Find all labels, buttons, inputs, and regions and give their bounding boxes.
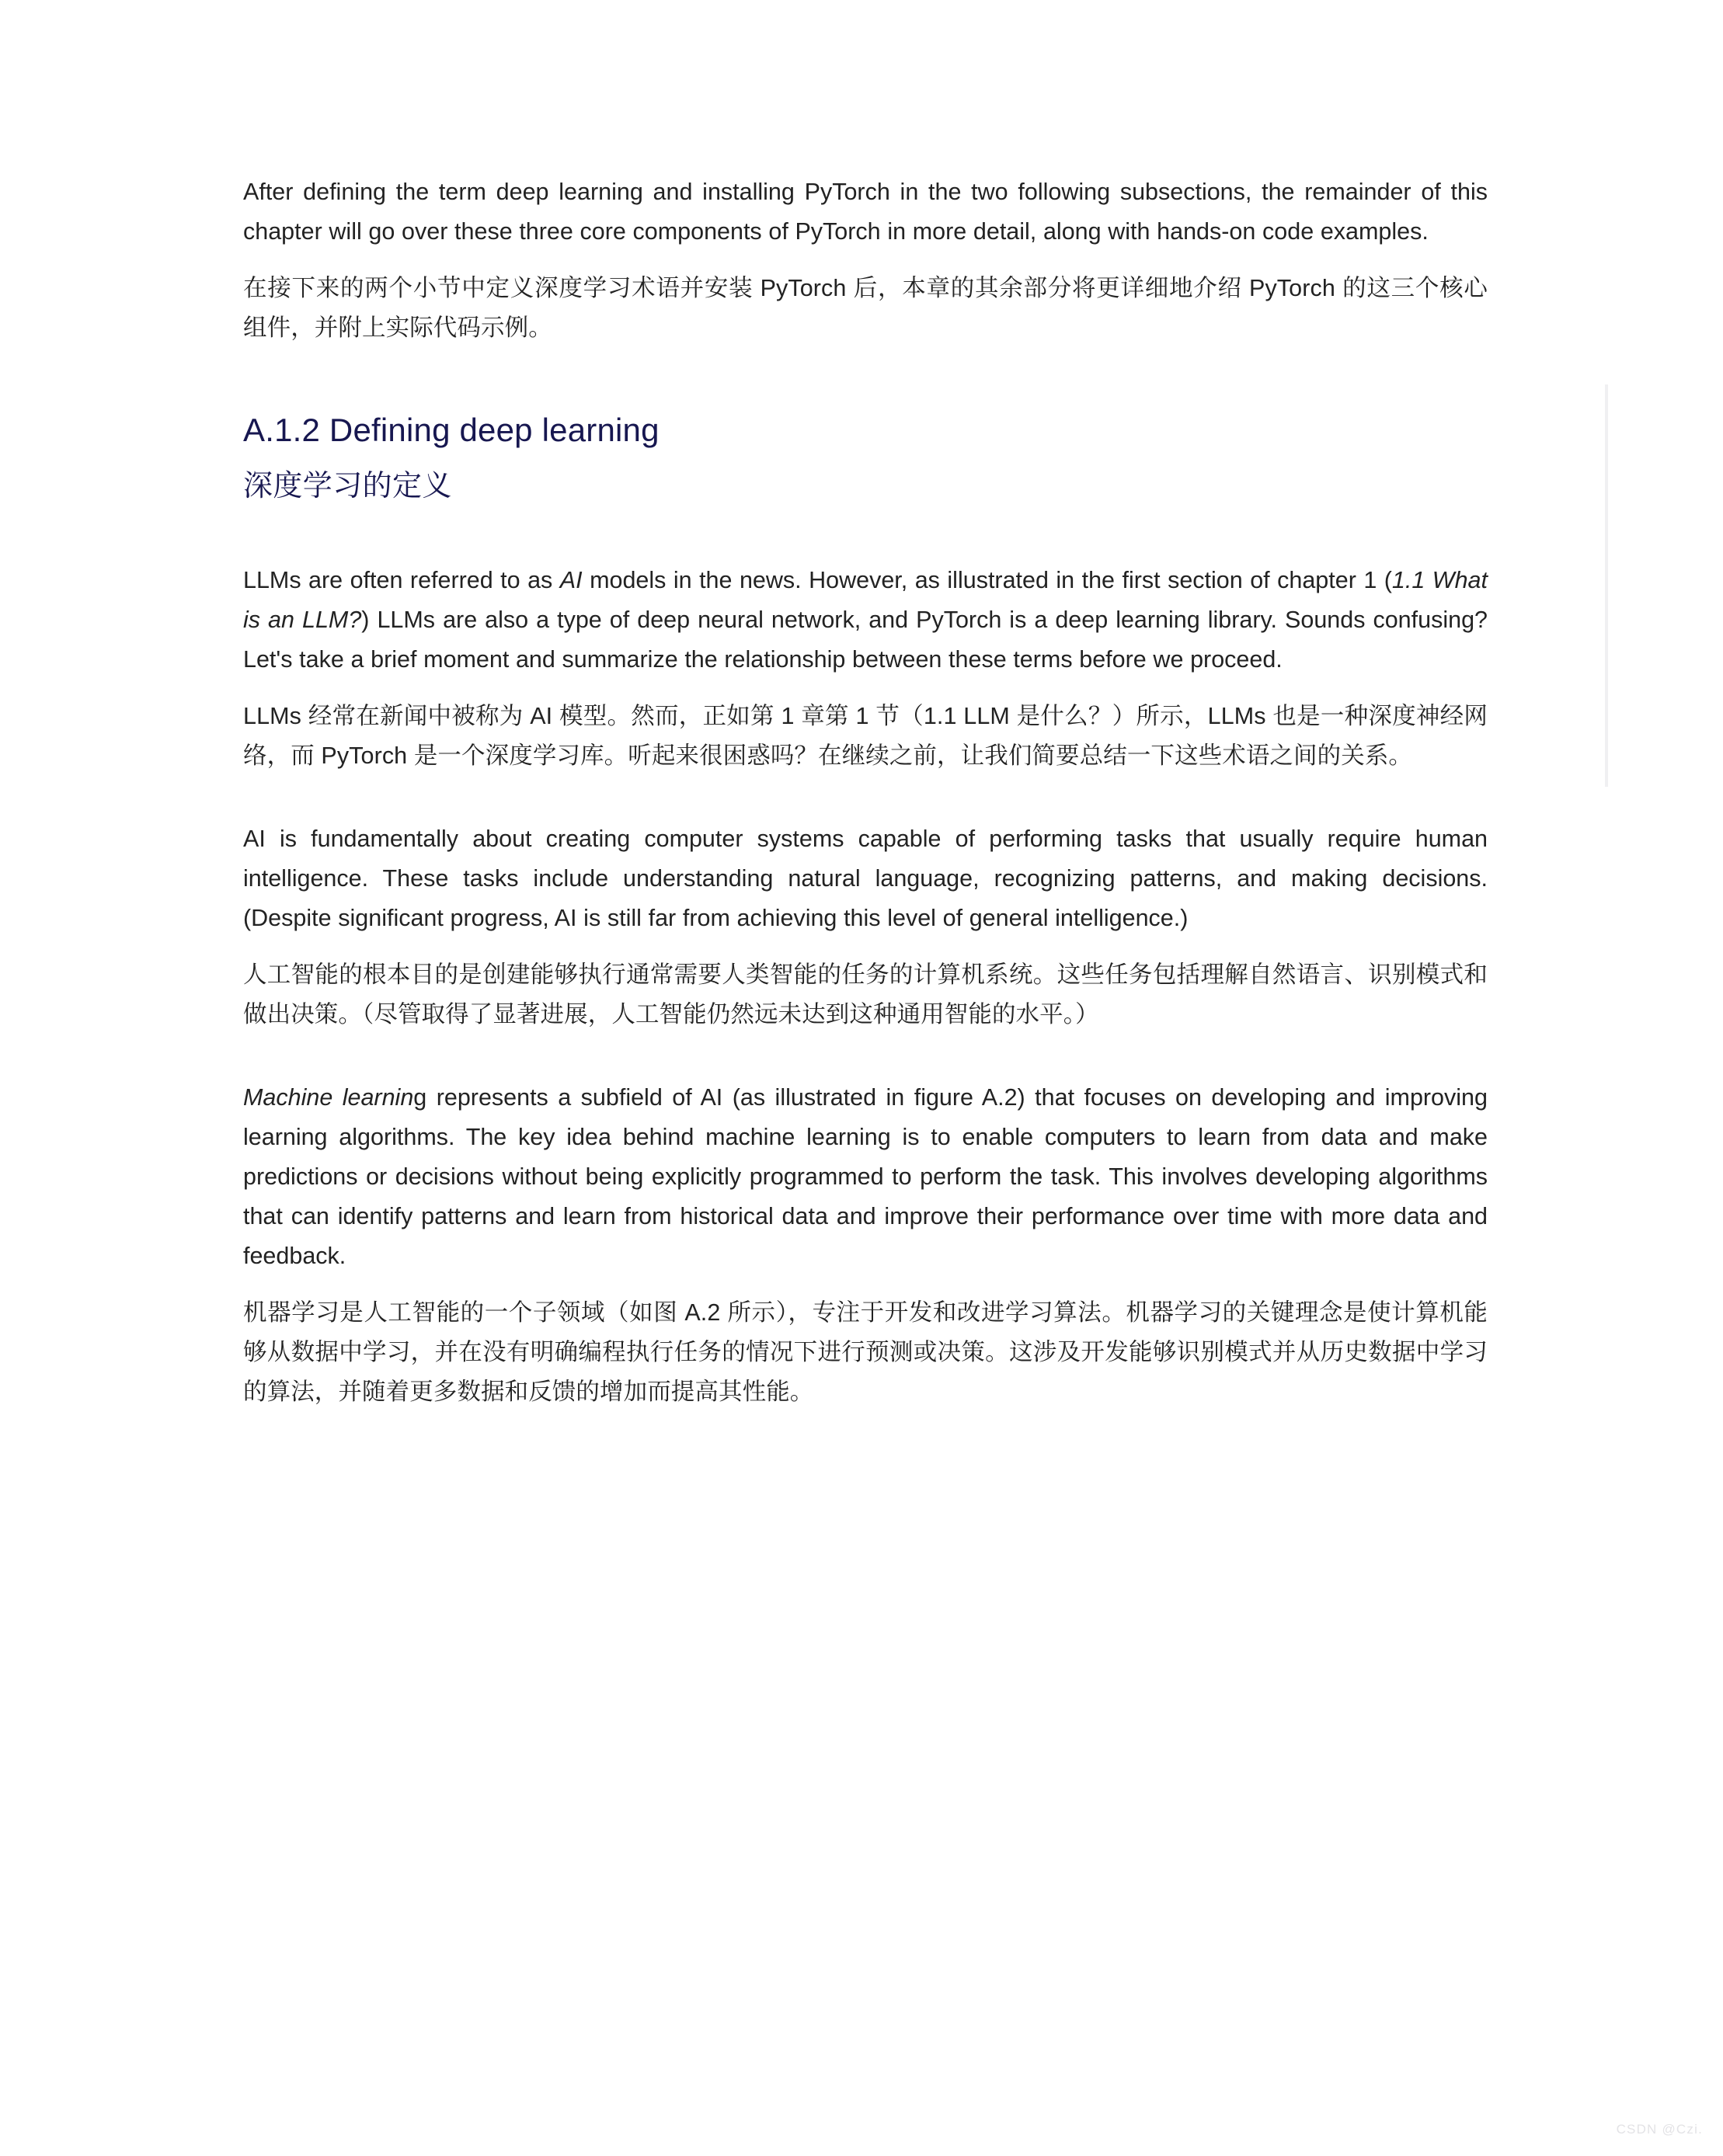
section-heading-group: [243, 409, 1488, 506]
intro-paragraph-english: After defining the term deep learning and installing PyTorch in the two following subsections, the remainder of this chapter will go over these three core components of PyTorch in more detail, along with hands-on code examples.: [243, 179, 1488, 245]
llm-italic-section-title: 1.1 What is an LLM?: [243, 567, 1488, 633]
llm-paragraph-english: [243, 561, 1488, 680]
ai-paragraph-chinese: 人工智能的根本目的是创建能够执行通常需要人类智能的任务的计算机系统。这些任务包括理解自然语言、识别模式和做出决策。（尽管取得了显著进展，人工智能仍然远未达到这种通用智能的水平。）: [243, 962, 1488, 1028]
ml-paragraph-english: [243, 1078, 1488, 1276]
right-edge-rule: [1605, 384, 1608, 787]
csdn-watermark: CSDN @Czi.: [1616, 2122, 1703, 2137]
ml-italic-machine-learning: Machine learnin: [243, 1084, 414, 1111]
ml-paragraph-chinese: 机器学习是人工智能的一个子领域（如图 A.2 所示），专注于开发和改进学习算法。机器学习的关键理念是使计算机能够从数据中学习，并在没有明确编程执行任务的情况下进行预测或决策。这涉及开发能够识别模式并从历史数据中学习的算法，并随着更多数据和反馈的增加而提高其性能。: [243, 1299, 1488, 1405]
llm-text-part-1: LLMs are often referred to as: [243, 567, 560, 593]
intro-paragraph-chinese: 在接下来的两个小节中定义深度学习术语并安装 PyTorch 后，本章的其余部分将更详细地介绍 PyTorch 的这三个核心组件，并附上实际代码示例。: [243, 275, 1488, 341]
llm-text-part-2: models in the news. However, as illustrated in the first section of chapter 1 (: [582, 567, 1392, 593]
ml-text-part-1: g represents a subfield of AI (as illustrated in figure A.2) that focuses on developing and improving learning algorithms. The key idea behind machine learning is to enable computers to learn from data and make predictions or decisions without being explicitly programmed to perform the task. This involves developing algorithms that can identify patterns and learn from historical data and improve their performance over time with more data and feedback.: [243, 1084, 1488, 1269]
section-heading-chinese: 深度学习的定义: [243, 470, 452, 502]
llm-paragraph-chinese: LLMs 经常在新闻中被称为 AI 模型。然而，正如第 1 章第 1 节（1.1 LLM 是什么？）所示，LLMs 也是一种深度神经网络，而 PyTorch 是一个深度学习库。听起来很困惑吗？在继续之前，让我们简要总结一下这些术语之间的关系。: [243, 703, 1488, 769]
llm-italic-ai: AI: [559, 567, 583, 593]
llm-text-part-3: ) LLMs are also a type of deep neural network, and PyTorch is a deep learning library. Sounds confusing? Let's take a brief moment and summarize the relationship between these terms before we proceed.: [243, 607, 1488, 673]
ai-paragraph-english: AI is fundamentally about creating computer systems capable of performing tasks that usually require human intelligence. These tasks include understanding natural language, recognizing patterns, and making decisions. (Despite significant progress, AI is still far from achieving this level of general intelligence.): [243, 826, 1488, 931]
section-heading-english: A.1.2 Defining deep learning: [243, 412, 660, 448]
document-content: [243, 172, 1488, 1412]
